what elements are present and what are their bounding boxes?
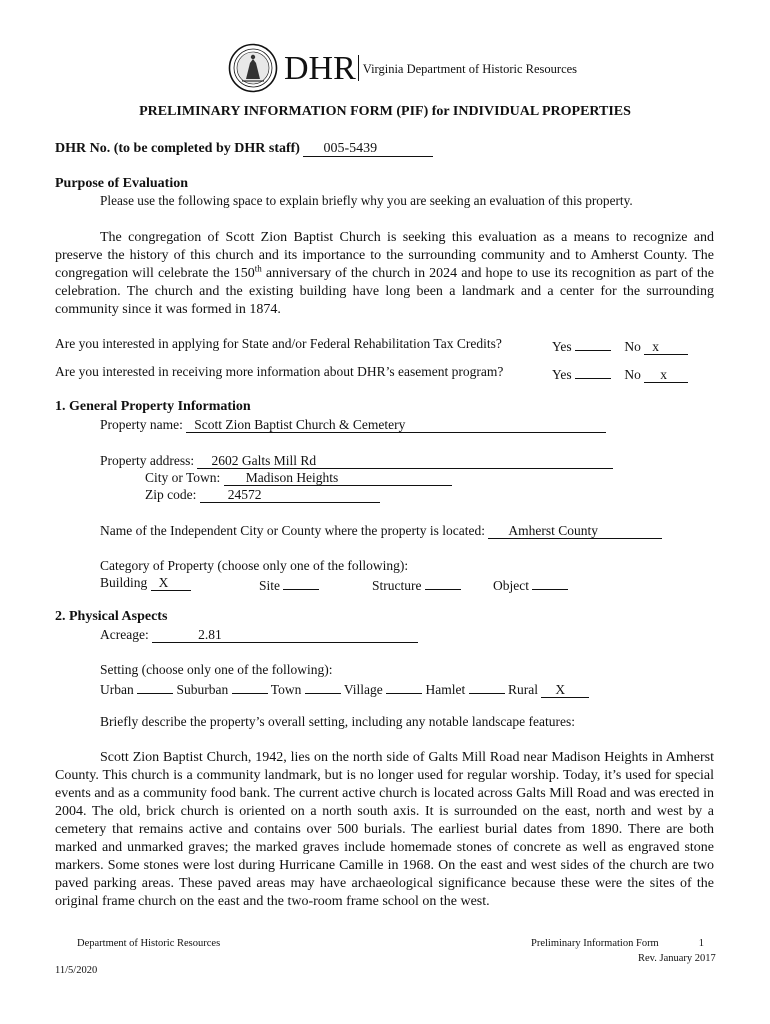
form-title: PRELIMINARY INFORMATION FORM (PIF) for INDIVIDUAL PROPERTIES [139,104,631,119]
category-options: Building X [100,575,191,591]
tax-credits-no-field[interactable]: x [644,339,688,355]
logo-abbr: DHR [284,50,356,87]
dhr-number-value[interactable]: 005-5439 [303,141,433,157]
suburban-field[interactable] [232,679,268,694]
rural-field[interactable]: X [541,682,589,698]
zip-row: Zip code: 24572 [145,487,380,503]
site-option: Site [259,575,319,594]
tax-credits-yes-field[interactable] [575,336,611,351]
footer-department: Department of Historic Resources [77,938,221,949]
easement-answers: Yes No x [552,364,688,383]
zip-field[interactable]: 24572 [200,487,380,503]
city-row: City or Town: Madison Heights [145,470,452,486]
logo-department-name: Virginia Department of Historic Resources [362,62,578,76]
footer-page-number: 1 [698,938,704,949]
structure-field[interactable] [425,575,461,590]
dhr-number-row [55,141,433,157]
object-field[interactable] [532,575,568,590]
site-field[interactable] [283,575,319,590]
footer-date: 11/5/2020 [55,965,98,976]
city-field[interactable]: Madison Heights [224,470,452,486]
village-field[interactable] [386,679,422,694]
structure-option: Structure [372,575,461,594]
object-option: Object [493,575,568,594]
property-name-row: Property name: Scott Zion Baptist Church & Cemetery [100,417,606,433]
footer-form-name: Preliminary Information Form 1 [531,938,704,949]
easement-yes-field[interactable] [575,364,611,379]
tax-credits-question: Are you interested in applying for State and/or Federal Rehabilitation Tax Credits? [55,336,502,351]
urban-field[interactable] [137,679,173,694]
county-row: Name of the Independent City or County where the property is located: Amherst County [100,523,662,539]
category-label: Category of Property (choose only one of the following): [100,558,409,573]
town-field[interactable] [305,679,341,694]
purpose-text: The congregation of Scott Zion Baptist Church is seeking this evaluation as a means to recognize and preserve the history of this church and its importance to the surrounding community and to Amherst County. The congregation will celebrate the 150th anniversary of the church in 2024 and hope to use its recognition as part of the celebration. The church and the existing building have long been a landmark and a center for the surrounding community since it was formed in 1874. [55,230,714,317]
acreage-field[interactable]: 2.81 [152,627,418,643]
dhr-logo [284,50,577,88]
building-field[interactable]: X [151,575,191,591]
acreage-row: Acreage: 2.81 [100,627,418,643]
county-field[interactable]: Amherst County [488,523,662,539]
purpose-instruction: Please use the following space to explain briefly why you are seeking an evaluation of this property. [100,193,633,208]
easement-no-field[interactable]: x [644,367,688,383]
property-address-field[interactable]: 2602 Galts Mill Rd [197,453,613,469]
describe-setting-label: Briefly describe the property’s overall setting, including any notable landscape features: [100,714,575,729]
hamlet-field[interactable] [469,679,505,694]
property-name-field[interactable]: Scott Zion Baptist Church & Cemetery [186,417,606,433]
setting-description: Scott Zion Baptist Church, 1942, lies on the north side of Galts Mill Road near Madison Heights in Amherst County. This church is a community landmark, but is no longer used for regular worship. Today, it’s used for special events and as a community food bank. The current active church is located across Galts Mill Road and was erected in 2004. The old, brick church is oriented on a north south axis. It is surrounded on the east, north and west by a cemetery that remains active and contains over 500 burials. The earliest burial dates from 1890. There are both marked and unmarked graves; the marked graves include homemade stones of concrete as well as engraved stone markers. Some stones were lost during Hurricane Camille in 1968. On the east and west sides of the church are two paved parking areas. These paved areas may have archaeological significance because these were the sites of the original frame church on the east and the two-room frame school on the west. [55,750,714,909]
virginia-seal-icon [228,43,278,93]
physical-aspects-heading: 2. Physical Aspects [55,609,168,624]
setting-options: Urban Suburban Town Village Hamlet Rural X [100,679,589,698]
setting-label: Setting (choose only one of the following): [100,662,333,677]
easement-question: Are you interested in receiving more information about DHR’s easement program? [55,364,504,379]
general-info-heading: 1. General Property Information [55,399,251,414]
footer-revision: Rev. January 2017 [638,953,716,964]
tax-credits-answers: Yes No x [552,336,688,355]
dhr-number-label: DHR No. (to be completed by DHR staff) [55,141,300,156]
property-address-row: Property address: 2602 Galts Mill Rd [100,453,613,469]
purpose-heading: Purpose of Evaluation [55,176,189,191]
